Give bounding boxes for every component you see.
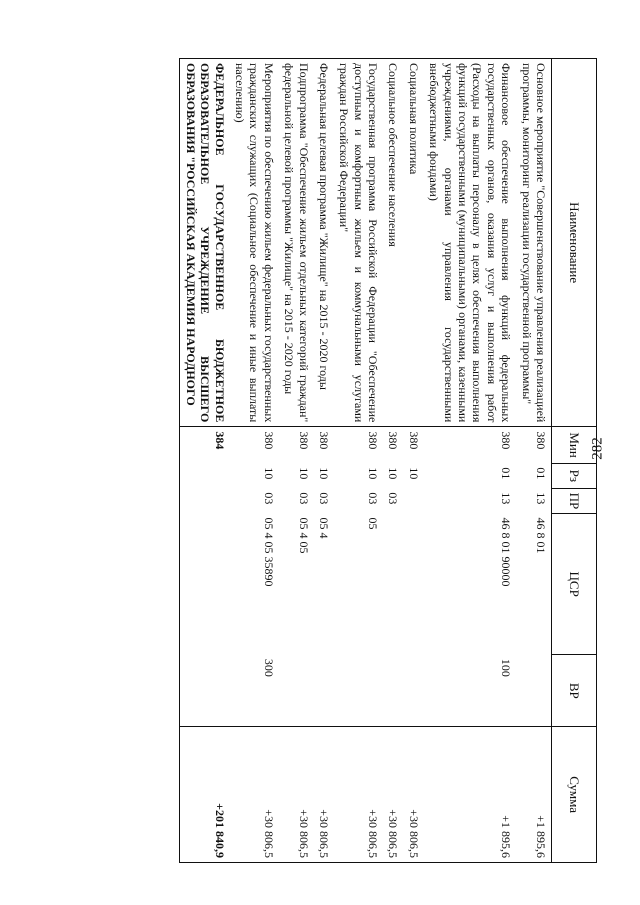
cell-min: 380: [316, 431, 331, 450]
cell-csr: 05 4: [316, 517, 331, 539]
table-row: [383, 59, 403, 863]
header-pr: ПР: [552, 488, 597, 513]
cell-rz: 10: [386, 467, 401, 480]
table-row: [230, 59, 279, 863]
cell-sum: +30 806,5: [230, 727, 279, 863]
cell-vr: [314, 655, 334, 727]
rotated-page-content: [112, 58, 597, 863]
cell-pr: 03: [316, 492, 331, 505]
cell-pr: 13: [499, 492, 514, 505]
cell-min: 380: [296, 431, 311, 450]
cell-min: 380: [261, 431, 276, 450]
cell-sum: +30 806,5: [383, 727, 403, 863]
cell-sum: +201 840,9: [180, 727, 230, 863]
header-rz: Рз: [552, 463, 597, 488]
budget-table: [179, 58, 597, 863]
cell-vr: [180, 655, 230, 727]
cell-csr: 05 4 05: [296, 517, 311, 554]
header-name: Наименование: [552, 59, 597, 427]
cell-rz: 10: [316, 467, 331, 480]
cell-min: 380: [366, 431, 381, 450]
header-vr: ВР: [552, 655, 597, 727]
cell-rz: 01: [499, 467, 514, 480]
table-row: [334, 59, 383, 863]
cell-rz: 10: [296, 467, 311, 480]
cell-csr: [383, 513, 403, 654]
cell-csr: [403, 513, 423, 654]
header-sum: Сумма: [552, 727, 597, 863]
cell-vr: 100: [499, 658, 514, 677]
cell-sum: +1 895,6: [516, 727, 551, 863]
cell-pr: [403, 488, 423, 513]
cell-csr: 05: [366, 517, 381, 530]
cell-name: Финансовое обеспечение выполнения функций федеральных государственных органов, оказания услуг и выполнения работ (Расходы на выплаты персоналу в целях обеспечения выполнения функций государственными (муниципальными) органами, казенными учреждениями, органами управления государственными внебюджетными фондами): [424, 59, 516, 427]
cell-sum: +30 806,5: [314, 727, 334, 863]
cell-rz: [180, 463, 230, 488]
cell-name: Социальное обеспечение населения: [383, 59, 403, 427]
cell-pr: 03: [296, 492, 311, 505]
cell-min: 380: [386, 431, 401, 450]
cell-sum: +1 895,6: [424, 727, 516, 863]
cell-name: Государственная программа Российской Федерации "Обеспечение доступным и комфортным жильем и коммунальными услугами граждан Российской Федерации": [334, 59, 383, 427]
cell-name: ФЕДЕРАЛЬНОЕ ГОСУДАРСТВЕННОЕ БЮДЖЕТНОЕ ОБРАЗОВАТЕЛЬНОЕ УЧРЕЖДЕНИЕ ВЫСШЕГО ОБРАЗОВАНИЯ "РОССИЙСКАЯ АКАДЕМИЯ НАРОДНОГО: [180, 59, 230, 427]
cell-rz: 10: [406, 467, 421, 480]
table-row: [424, 59, 516, 863]
table-header: [552, 59, 597, 863]
cell-name: Федеральная целевая программа "Жилище" на 2015 - 2020 годы: [314, 59, 334, 427]
cell-rz: 01: [534, 467, 548, 480]
cell-name: Мероприятия по обеспечению жильем федеральных государственных гражданских служащих (Социальное обеспечение и иные выплаты населению): [230, 59, 279, 427]
table-row: [516, 59, 551, 863]
cell-name: Подпрограмма "Обеспечение жильем отдельных категорий граждан" федеральной целевой программы "Жилище" на 2015 - 2020 годы: [279, 59, 314, 427]
cell-min: 384: [180, 427, 230, 463]
table-body: [180, 59, 552, 863]
cell-vr: [516, 655, 551, 727]
cell-name: Основное мероприятие "Совершенствование управления реализацией программы, мониторинг реализации государственной программы": [516, 59, 551, 427]
cell-vr: [383, 655, 403, 727]
cell-sum: +30 806,5: [334, 727, 383, 863]
cell-pr: 03: [386, 492, 401, 505]
table-row: [314, 59, 334, 863]
cell-sum: +30 806,5: [403, 727, 423, 863]
cell-min: 380: [534, 431, 548, 450]
cell-csr: 05 4 05 35890: [261, 517, 276, 587]
cell-sum: +30 806,5: [279, 727, 314, 863]
table-row: [180, 59, 230, 863]
cell-vr: [334, 655, 383, 727]
cell-min: 380: [499, 431, 514, 450]
cell-vr: 300: [261, 658, 276, 677]
cell-name: Социальная политика: [403, 59, 423, 427]
cell-pr: 03: [261, 492, 276, 505]
header-csr: ЦСР: [552, 513, 597, 654]
cell-rz: 10: [366, 467, 381, 480]
table-row: [403, 59, 423, 863]
page-number: 282: [589, 437, 606, 460]
cell-vr: [403, 655, 423, 727]
cell-min: 380: [406, 431, 421, 450]
header-min: Мин: [552, 427, 597, 463]
cell-vr: [279, 655, 314, 727]
cell-pr: [180, 488, 230, 513]
cell-pr: 03: [366, 492, 381, 505]
cell-csr: 46 8 01 90000: [499, 517, 514, 587]
cell-csr: 46 8 01: [534, 517, 548, 554]
table-row: [279, 59, 314, 863]
cell-rz: 10: [261, 467, 276, 480]
cell-pr: 13: [534, 492, 548, 505]
cell-csr: [180, 513, 230, 654]
